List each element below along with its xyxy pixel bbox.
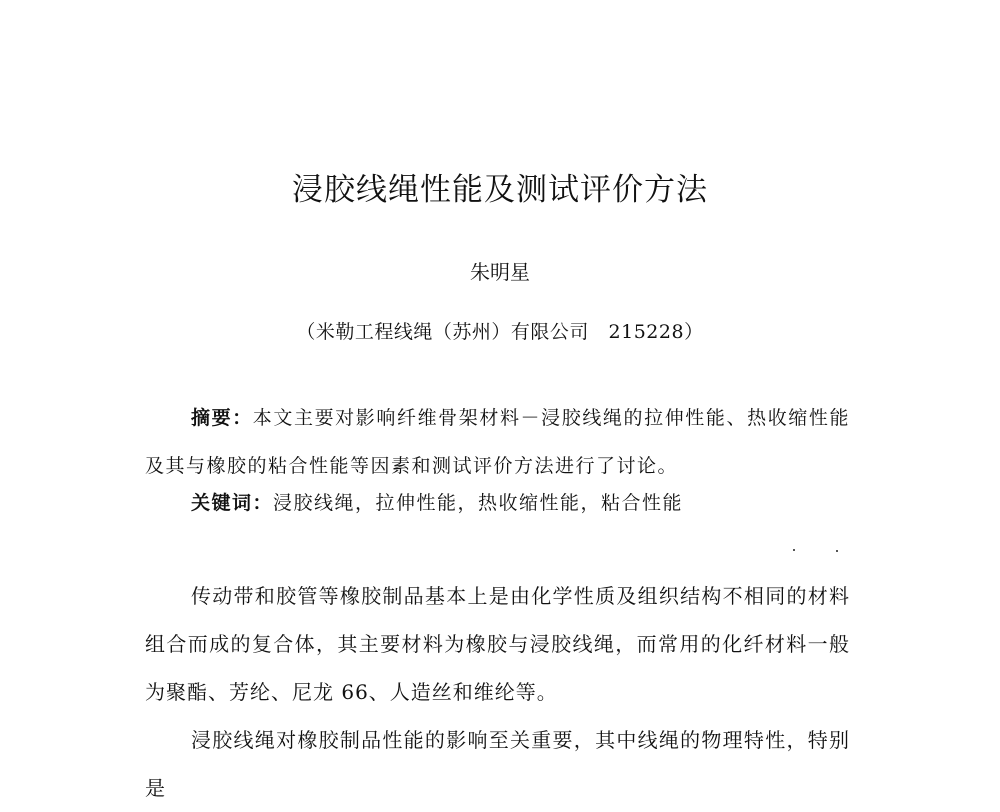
scan-speck [836,550,838,552]
body-paragraph-2: 浸胶线绳对橡胶制品性能的影响至关重要，其中线绳的物理特性，特别是 [145,728,850,800]
keywords-label: 关键词： [191,492,274,514]
keywords [191,488,683,515]
abstract-label: 摘要： [191,407,253,429]
paper-title: 浸胶线绳性能及测试评价方法 [292,172,708,208]
abstract [145,394,850,490]
body-text [145,572,850,812]
author-name: 朱明星 [470,260,530,284]
abstract-text: 本文主要对影响纤维骨架材料－浸胶线绳的拉伸性能、热收缩性能及其与橡胶的粘合性能等因素和测试评价方法进行了讨论。 [145,407,850,477]
keywords-text: 浸胶线绳，拉伸性能，热收缩性能，粘合性能 [273,492,684,514]
author-affiliation: （米勒工程线绳（苏州）有限公司 215228） [296,321,704,343]
body-paragraph-1: 传动带和胶管等橡胶制品基本上是由化学性质及组织结构不相同的材料组合而成的复合体，其主要材料为橡胶与浸胶线绳，而常用的化纤材料一般为聚酯、芳纶、尼龙 66、人造丝和维纶等。 [145,584,850,704]
scan-speck [793,549,795,551]
